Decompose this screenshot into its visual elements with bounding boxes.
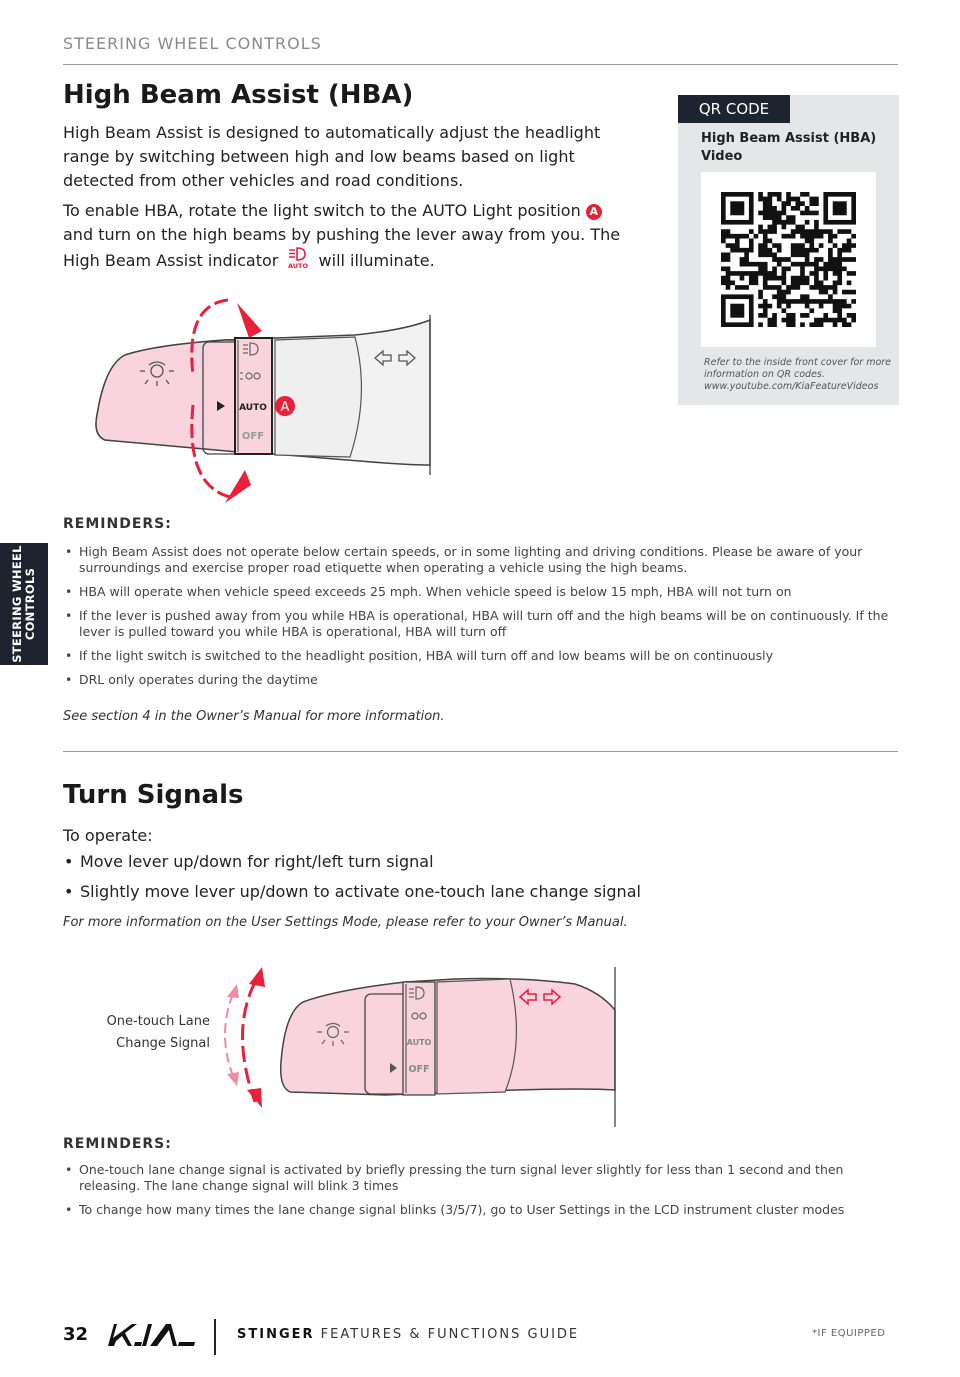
one-touch-lane-label	[80, 1011, 210, 1055]
qr-code-tab: QR CODE	[678, 95, 790, 123]
side-tab-line-2: CONTROLS	[23, 567, 37, 641]
footer-guide-title	[237, 1327, 579, 1342]
to-operate-label: To operate:	[63, 826, 153, 845]
dial-auto-label: AUTO	[239, 403, 267, 413]
page-number: 32	[63, 1324, 89, 1345]
kia-logo	[104, 1320, 198, 1350]
list-item: • HBA will operate when vehicle speed exceeds 25 mph. When vehicle speed is below 15 mph, HBA will not turn on	[63, 584, 903, 600]
see-section-note: See section 4 in the Owner’s Manual for more information.	[63, 709, 445, 724]
list-item: • High Beam Assist does not operate below certain speeds, or in some lighting and driving conditions. Please be aware of your surroundings and exercise proper road etiquette when operating a vehicle using the high beams.	[63, 544, 903, 576]
list-item: • Move lever up/down for right/left turn signal	[63, 849, 863, 875]
section-divider	[63, 751, 898, 752]
hba-indicator-label: AUTO	[288, 262, 309, 269]
dial-off-label: OFF	[241, 431, 265, 442]
footer-divider	[214, 1319, 216, 1355]
qr-note-text: Refer to the inside front cover for more information on QR codes.	[704, 357, 892, 380]
hba-enable-instructions	[63, 199, 633, 276]
reminders-title-turn: REMINDERS:	[63, 1136, 172, 1152]
footer-guide-text: FEATURES & FUNCTIONS GUIDE	[320, 1327, 580, 1342]
callout-a-text: A	[280, 400, 290, 415]
user-settings-note: For more information on the User Settings Mode, please refer to your Owner’s Manual.	[63, 915, 628, 930]
section-header: STEERING WHEEL CONTROLS	[63, 34, 322, 53]
one-touch-line-2: Change Signal	[116, 1036, 210, 1051]
if-equipped-note: *IF EQUIPPED	[812, 1328, 886, 1339]
turn-signals-title: Turn Signals	[63, 780, 244, 810]
hba-enable-text-a: To enable HBA, rotate the light switch to the AUTO Light position	[63, 201, 581, 220]
callout-a-badge: A	[586, 204, 602, 220]
reminders-list-turn	[63, 1162, 893, 1226]
hba-title: High Beam Assist (HBA)	[63, 80, 414, 110]
qr-finder-pattern	[833, 201, 847, 215]
list-item: • If the light switch is switched to the headlight position, HBA will turn off and low beams will be on continuously	[63, 648, 903, 664]
list-item: • Slightly move lever up/down to activate one-touch lane change signal	[63, 879, 863, 905]
one-touch-line-1: One-touch Lane	[106, 1014, 210, 1029]
qr-video-title: High Beam Assist (HBA) Video	[701, 131, 877, 164]
reminders-title-hba: REMINDERS:	[63, 516, 172, 532]
dial2-off-label: OFF	[408, 1064, 430, 1075]
turn-signal-steps	[63, 849, 863, 909]
hba-indicator-icon	[285, 247, 311, 276]
qr-finder-pattern	[730, 201, 744, 215]
dial2-auto-label: AUTO	[406, 1038, 432, 1047]
qr-code-graphic	[701, 172, 876, 347]
reminders-list-hba	[63, 544, 903, 696]
side-chapter-label	[11, 545, 37, 663]
hba-lever-diagram	[85, 285, 445, 515]
footer-brand: STINGER	[237, 1327, 315, 1342]
header-divider	[63, 64, 898, 65]
list-item: • If the lever is pushed away from you while HBA is operational, HBA will turn off and the high beams will be on continuously. If the lever is pulled toward you while HBA is operational, HBA will turn off	[63, 608, 903, 640]
side-tab-line-1: STEERING WHEEL	[10, 545, 24, 663]
qr-video-link[interactable]: www.youtube.com/KiaFeatureVideos	[704, 381, 879, 392]
list-item: • One-touch lane change signal is activated by briefly pressing the turn signal lever slightly for less than 1 second and then releasing. The lane change signal will blink 3 times	[63, 1162, 893, 1194]
list-item: • To change how many times the lane change signal blinks (3/5/7), go to User Settings in the LCD instrument cluster modes	[63, 1202, 893, 1218]
hba-description: High Beam Assist is designed to automatically adjust the headlight range by switching between high and low beams based on light detected from other vehicles and road conditions.	[63, 123, 601, 190]
list-item: • DRL only operates during the daytime	[63, 672, 903, 688]
hba-enable-text-c: will illuminate.	[318, 251, 435, 270]
turn-signal-lever-diagram	[215, 962, 625, 1132]
qr-note	[704, 357, 894, 393]
qr-code-image[interactable]	[701, 172, 876, 347]
hba-enable-text-b: and turn on the high beams by pushing the lever away from you. The High Beam Assist indicator	[63, 225, 621, 270]
qr-finder-pattern	[730, 304, 744, 318]
